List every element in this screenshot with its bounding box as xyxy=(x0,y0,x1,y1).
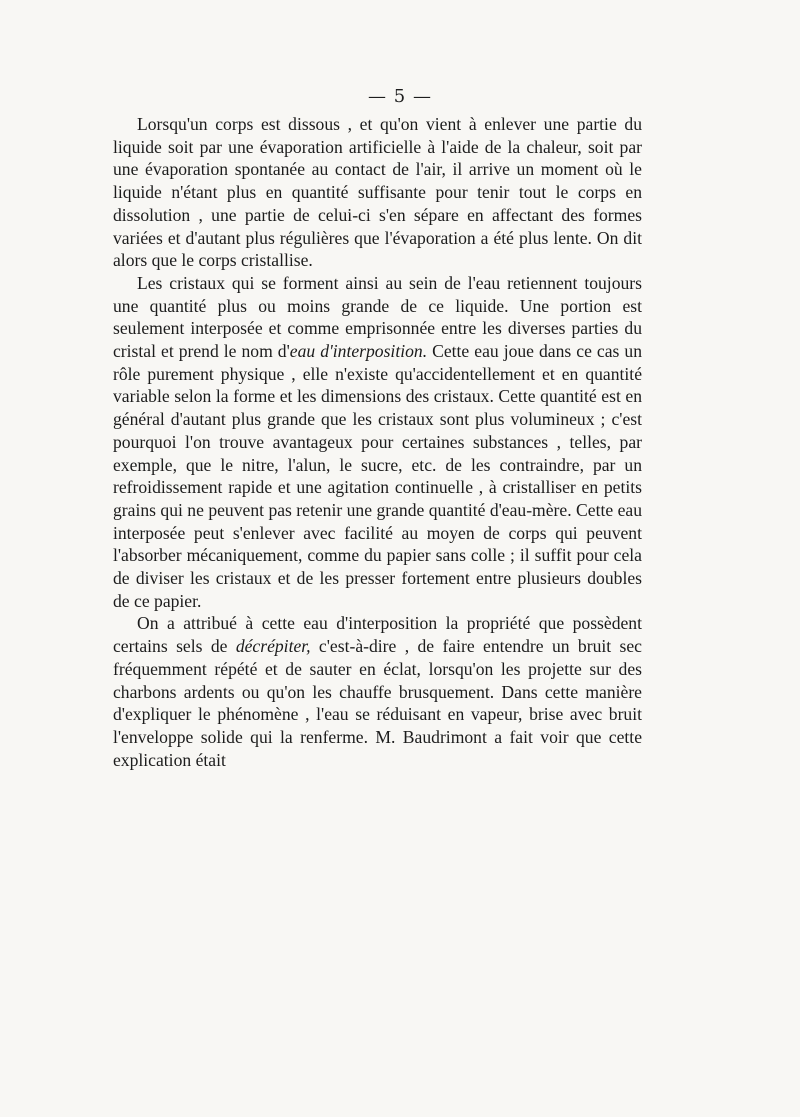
paragraph-decrepitation xyxy=(113,612,642,771)
paragraph-text: Les cristaux qui se forment ainsi au sein de l'eau retiennent toujours une quantité plus ou moins grande de ce liquide. Une portion est seulement interposée et comme emprisonnée entre les diverses parties du cristal et prend le nom d' xyxy=(113,272,642,362)
paragraph-text: Cette eau joue dans ce cas un rôle purement physique , elle n'existe qu'accidentellement et en quantité variable selon la forme et les dimensions des cristaux. Cette quantité est en général d'autant plus grande que les cristaux sont plus volumineux ; c'est pourquoi l'on trouve avantageux pour certaines substances , telles, par exemple, que le nitre, l'alun, le sucre, etc. de les contraindre, par un refroidissement rapide et une agitation continuelle , à cristalliser en petits grains qui ne peuvent pas retenir une grande quantité d'eau-mère. Cette eau interposée peut s'enlever avec facilité au moyen de corps qui peuvent l'absorber mécaniquement, comme du papier sans colle ; il suffit pour cela de diviser les cristaux et de les presser fortement entre plusieurs doubles de ce papier. xyxy=(113,341,642,611)
paragraph-text: c'est-à-dire , de faire entendre un bruit sec fréquemment répété et de sauter en éclat, lorsqu'on les projette sur des charbons ardents ou qu'on les chauffe brusquement. Dans cette manière d'expliquer le phénomène , l'eau se réduisant en vapeur, brise avec bruit l'enveloppe solide qui la renferme. M. Baudrimont a fait voir que cette explication était xyxy=(113,636,642,770)
paragraph-text: Lorsqu'un corps est dissous , et qu'on vient à enlever une partie du liquide soit par une évaporation artificielle à l'aide de la chaleur, soit par une évaporation spontanée au contact de l'air, il arrive un moment où le liquide n'étant plus en quantité suffisante pour tenir tout le corps en dissolution , une partie de celui-ci s'en sépare en affectant des formes variées et d'autant plus régulières que l'évaporation a été plus lente. On dit alors que le corps cristallise. xyxy=(113,114,642,271)
page-number: — 5 — xyxy=(368,86,432,107)
body-text xyxy=(113,113,642,771)
paragraph-crystallisation xyxy=(113,113,642,272)
paragraph-interposition-water xyxy=(113,272,642,613)
italic-term: décrépiter, xyxy=(235,636,311,657)
italic-term: eau d'interposition. xyxy=(289,341,428,362)
paragraph-text: On a attribué à cette eau d'interposition la propriété que possèdent certains sels de xyxy=(113,613,642,657)
